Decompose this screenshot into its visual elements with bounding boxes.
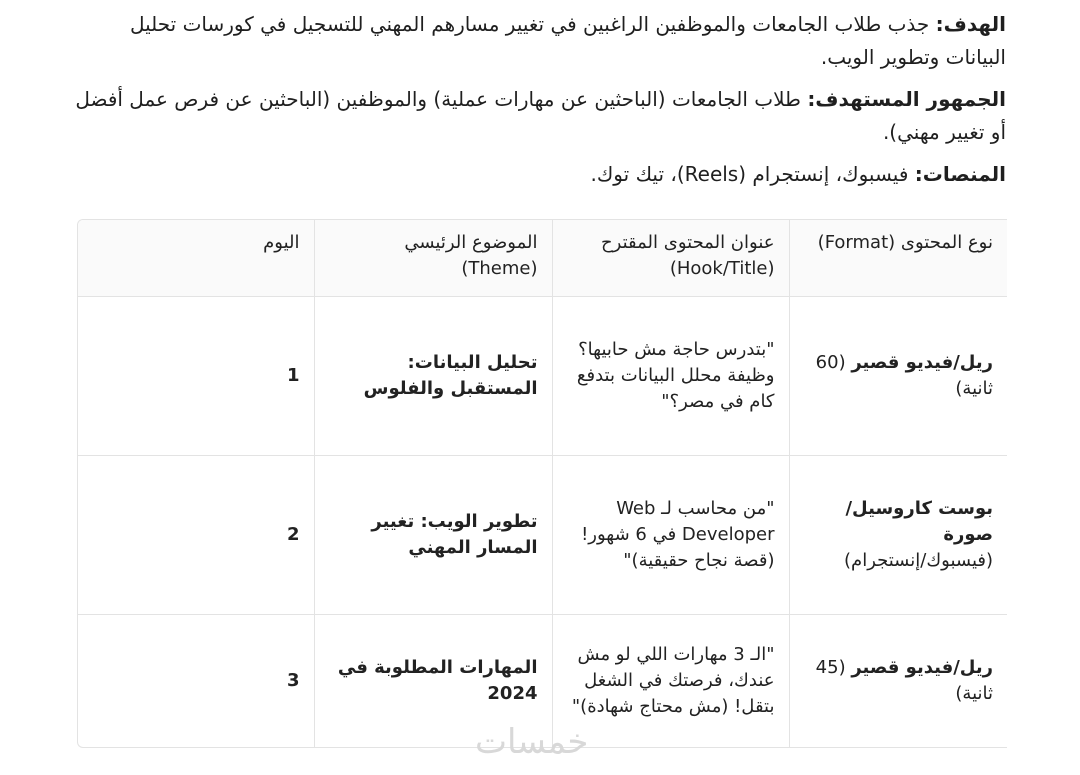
format-sub: (60 ثانية) bbox=[815, 351, 993, 399]
cell-day: 3 bbox=[286, 669, 300, 691]
cell-format bbox=[789, 296, 1007, 455]
cell-hook: "بتدرس حاجة مش حابيها؟ وظيفة محلل البيانات بتدفع كام في مصر؟" bbox=[552, 296, 789, 455]
header-day: اليوم bbox=[78, 220, 314, 296]
content-calendar-table-wrapper bbox=[77, 219, 1007, 748]
watermark-logo: خمسات bbox=[475, 722, 589, 762]
platforms-paragraph bbox=[66, 158, 1006, 191]
audience-label: الجمهور المستهدف: bbox=[807, 87, 1006, 111]
format-main: بوست كاروسيل/صورة bbox=[845, 497, 993, 545]
table-row bbox=[78, 296, 1007, 455]
goal-label: الهدف: bbox=[935, 12, 1006, 36]
header-format: نوع المحتوى (Format) bbox=[789, 220, 1007, 296]
cell-theme: تطوير الويب: تغيير المسار المهني bbox=[314, 455, 552, 614]
cell-theme: المهارات المطلوبة في 2024 bbox=[314, 614, 552, 747]
header-hook: عنوان المحتوى المقترح (Hook/Title) bbox=[552, 220, 789, 296]
table-header-row bbox=[78, 220, 1007, 296]
goal-text: جذب طلاب الجامعات والموظفين الراغبين في تغيير مسارهم المهني للتسجيل في كورسات تحليل البيانات وتطوير الويب. bbox=[129, 12, 1006, 69]
cell-hook: "الـ 3 مهارات اللي لو مش عندك، فرصتك في الشغل بتقل! (مش محتاج شهادة)" bbox=[552, 614, 789, 747]
header-theme: الموضوع الرئيسي (Theme) bbox=[314, 220, 552, 296]
audience-text: طلاب الجامعات (الباحثين عن مهارات عملية) والموظفين (الباحثين عن فرص عمل أفضل أو تغيير مهني). bbox=[75, 87, 1006, 144]
table-row bbox=[78, 455, 1007, 614]
content-calendar-table bbox=[78, 220, 1007, 747]
cell-theme: تحليل البيانات: المستقبل والفلوس bbox=[314, 296, 552, 455]
audience-paragraph bbox=[66, 83, 1006, 149]
format-main: ريل/فيديو قصير bbox=[851, 656, 993, 678]
format-main: ريل/فيديو قصير bbox=[851, 351, 993, 373]
goal-paragraph bbox=[66, 8, 1006, 74]
format-sub: (فيسبوك/إنستجرام) bbox=[844, 549, 993, 571]
cell-format bbox=[789, 455, 1007, 614]
cell-day: 2 bbox=[78, 455, 314, 614]
cell-day: 1 bbox=[78, 296, 314, 455]
format-sub: (45 ثانية) bbox=[815, 656, 993, 704]
cell-hook: "من محاسب لـ Web Developer في 6 شهور! (قصة نجاح حقيقية)" bbox=[552, 455, 789, 614]
platforms-label: المنصات: bbox=[914, 162, 1006, 186]
intro-section bbox=[66, 8, 1006, 200]
platforms-text: فيسبوك، إنستجرام (Reels)، تيك توك. bbox=[590, 162, 915, 186]
cell-format bbox=[789, 614, 1007, 747]
